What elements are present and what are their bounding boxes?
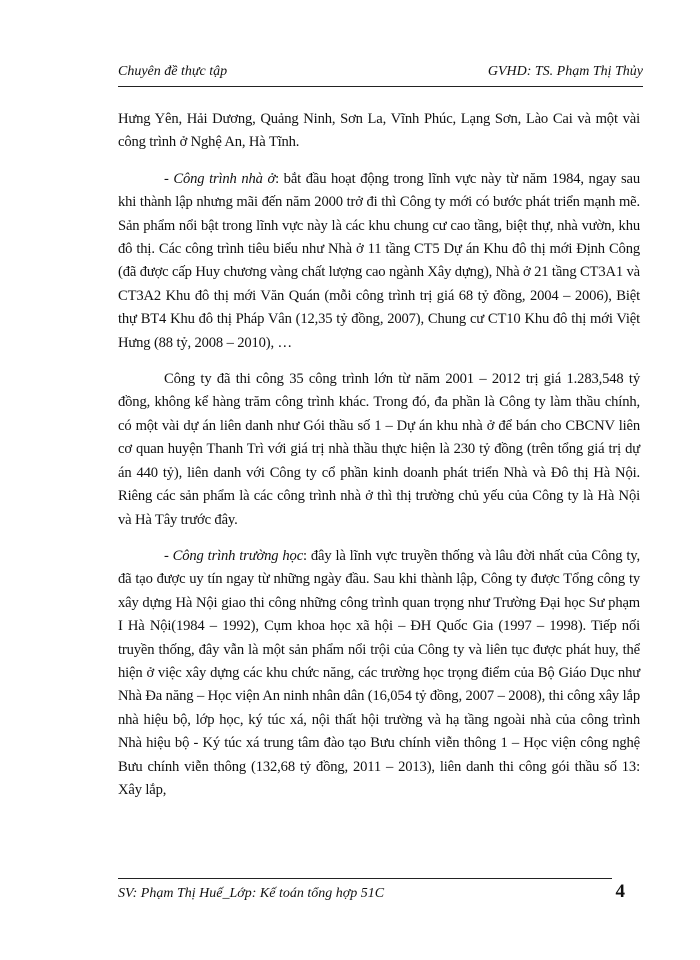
page-footer	[118, 881, 643, 908]
page-header	[118, 64, 643, 87]
footer-student: SV: Phạm Thị Huế_Lớp: Kế toán tổng hợp 51C	[118, 886, 385, 901]
paragraph-2	[118, 168, 640, 355]
paragraph-1	[118, 108, 640, 155]
paragraph-2-lead: - Công trình nhà ở	[164, 170, 276, 187]
header-supervisor: GVHD: TS. Phạm Thị Thủy	[487, 64, 643, 79]
paragraph-3	[118, 368, 640, 532]
page-number: 4	[615, 881, 625, 902]
footer-divider	[118, 878, 612, 879]
paragraph-3-text: Công ty đã thi công 35 công trình lớn từ năm 2001 – 2012 trị giá 1.283,548 tỷ đồng, không kể hàng trăm công trình khác. Trong đó, đa phần là Công ty làm thầu chính, có một vài dự án liên danh như Gói thầu số 1 – Dự án khu nhà ở để bán cho CBCNV liên cơ quan huyện Thanh Trì với giá trị nhà thầu thực hiện là 230 tỷ đồng (trên tổng giá trị dự án 440 tỷ), liên danh với Công ty cổ phần kinh doanh phát triển Nhà và Đô thị Hà Nội. Riêng các sản phẩm là các công trình nhà ở thì thị trường chủ yếu của Công ty là Hà Nội và Hà Tây trước đây.	[118, 371, 640, 528]
paragraph-4	[118, 545, 640, 802]
paragraph-4-text: : đây là lĩnh vực truyền thống và lâu đời nhất của Công ty, đã tạo được uy tín ngay từ những ngày đầu. Sau khi thành lập, Công ty được Tổng công ty xây dựng Hà Nội giao thi công những công trình quan trọng như Trường Đại học Sư phạm I Hà Nội(1984 – 1992), Cụm khoa học xã hội – ĐH Quốc Gia (1997 – 1998). Tiếp nối truyền thống, đây vẫn là một sản phẩm nổi trội của Công ty và liên tục được phát huy, thể hiện ở việc xây dựng các khu chức năng, các trường học trọng điểm của Bộ Giáo Dục như Nhà Đa năng – Học viện An ninh nhân dân (16,054 tỷ đồng, 2007 – 2008), thi công xây lắp nhà hiệu bộ, lớp học, ký túc xá, nội thất hội trường và hạ tầng ngoài nhà của công trình Nhà hiệu bộ - Ký túc xá trung tâm đào tạo Bưu chính viễn thông 1 – Học viện công nghệ Bưu chính viễn thông (132,68 tỷ đồng, 2011 – 2013), liên danh thi công gói thầu số 13: Xây lắp,	[118, 547, 640, 798]
document-body	[118, 108, 640, 815]
paragraph-4-lead: - Công trình trường học	[164, 547, 304, 564]
paragraph-1-text: Hưng Yên, Hải Dương, Quảng Ninh, Sơn La, Vĩnh Phúc, Lạng Sơn, Lào Cai và một vài công trình ở Nghệ An, Hà Tĩnh.	[118, 111, 640, 151]
paragraph-2-text: : bắt đầu hoạt động trong lĩnh vực này từ năm 1984, ngay sau khi thành lập nhưng mãi đến năm 2000 trở đi thì Công ty mới có bước phát triển mạnh mẽ. Sản phẩm nổi bật trong lĩnh vực này là các khu chung cư cao tầng, biệt thự, nhà vườn, khu đô thị. Các công trình tiêu biểu như Nhà ở 11 tầng CT5 Dự án Khu đô thị mới Định Công (đã được cấp Huy chương vàng chất lượng cao ngành Xây dựng), Nhà ở 21 tầng CT3A1 và CT3A2 Khu đô thị mới Văn Quán (mỗi công trình trị giá 68 tỷ đồng, 2004 – 2006), Biệt thự BT4 Khu đô thị Pháp Vân (12,35 tỷ đồng, 2007), Chung cư CT10 Khu đô thị mới Việt Hưng (88 tỷ, 2008 – 2010), …	[118, 170, 640, 351]
header-title: Chuyên đề thực tập	[118, 64, 228, 79]
